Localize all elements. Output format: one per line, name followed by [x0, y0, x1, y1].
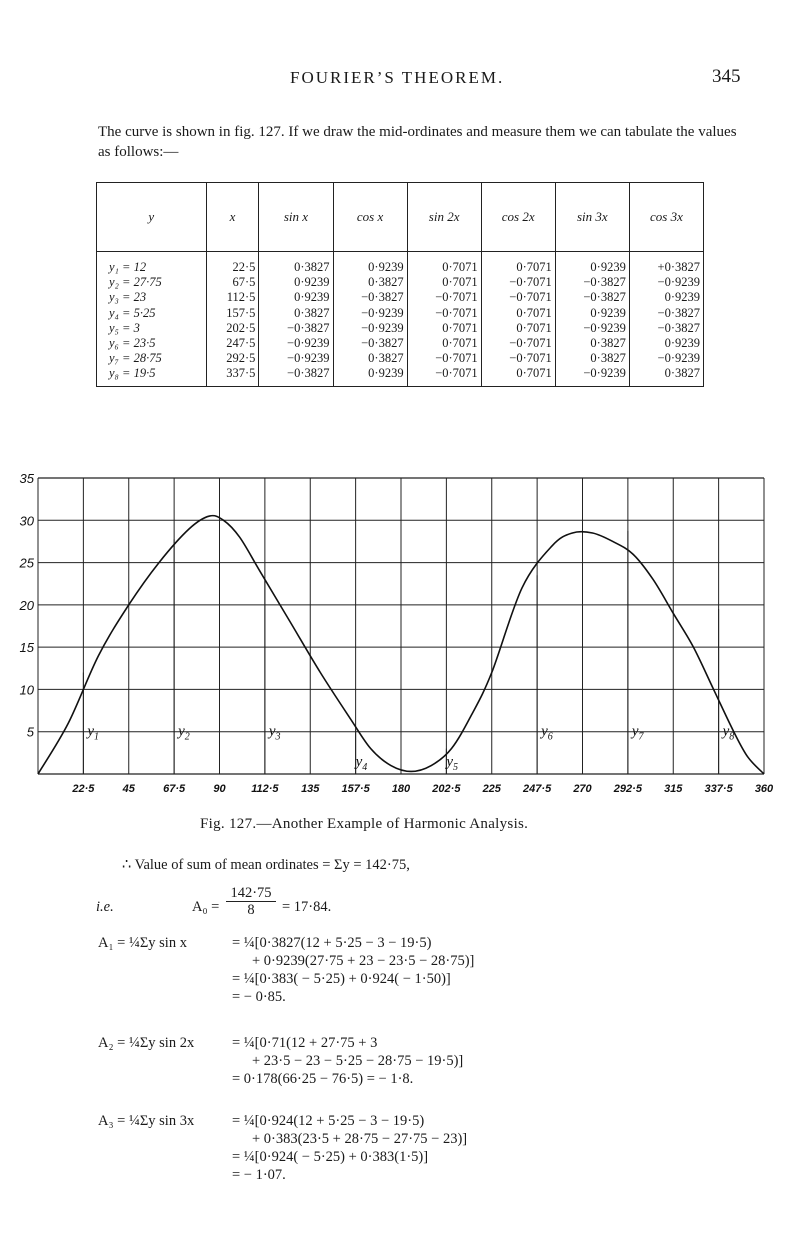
table-cell: 0·9239 [259, 290, 333, 305]
y-tick-label: 5 [26, 724, 34, 740]
harmonic-curve-chart [19, 470, 774, 800]
figure-caption: Fig. 127.—Another Example of Harmonic Analysis. [200, 816, 529, 832]
table-cell: −0·9239 [555, 321, 629, 336]
table-cell: −0·3827 [629, 306, 703, 321]
ordinate-letter: y [446, 754, 454, 770]
table-row [97, 275, 704, 290]
table-row [97, 321, 704, 336]
table-cell: 0·7071 [407, 336, 481, 351]
ordinate-subscript: 1 [94, 731, 100, 743]
table-row [97, 252, 704, 276]
table-row [97, 306, 704, 321]
ordinate-subscript: 3 [275, 731, 281, 743]
ordinate-label [267, 724, 281, 743]
y-tick-label: 20 [19, 597, 34, 613]
x-tick-label: 22·5 [72, 783, 95, 795]
ordinate-letter: y [178, 723, 185, 740]
x-tick-label: 135 [301, 783, 320, 795]
table-cell: −0·9239 [259, 351, 333, 366]
table-cell: −0·3827 [259, 321, 333, 336]
a3-line-3: = ¼[0·924( − 5·25) + 0·383(1·5)] [232, 1149, 429, 1165]
table-row [97, 366, 704, 386]
table-cell: 67·5 [206, 275, 259, 290]
table-cell: 0·7071 [407, 275, 481, 290]
x-tick-label: 337·5 [704, 783, 733, 795]
table-cell: 0·9239 [629, 336, 703, 351]
table-cell: 0·3827 [333, 351, 407, 366]
table-cell: 22·5 [206, 252, 259, 276]
ordinate-letter: y [631, 723, 639, 740]
ordinate-label [539, 724, 553, 743]
a3-line-1: = ¼[0·924(12 + 5·25 − 3 − 19·5) [232, 1113, 425, 1129]
a0-denominator: 8 [247, 902, 255, 918]
y-tick-label: 15 [19, 640, 34, 656]
a1-line-4: = − 0·85. [232, 989, 286, 1005]
table-cell: +0·3827 [629, 252, 703, 276]
table-cell: −0·3827 [555, 275, 629, 290]
a1-line-2: + 0·9239(27·75 + 23 − 23·5 − 28·75)] [252, 953, 475, 969]
table-cell: −0·9239 [629, 275, 703, 290]
table-cell: 0·3827 [259, 306, 333, 321]
x-tick-label: 45 [122, 783, 135, 795]
table-cell: −0·7071 [481, 336, 555, 351]
table-cell: −0·3827 [333, 290, 407, 305]
table-cell: y₄ = 5·25 [97, 306, 207, 321]
column-header: sin 2x [407, 183, 481, 252]
sum-line: ∴ Value of sum of mean ordinates = Σy = 142·75, [122, 857, 410, 873]
table-cell: −0·9239 [629, 351, 703, 366]
table-cell: 337·5 [206, 366, 259, 386]
table-cell: 0·7071 [481, 252, 555, 276]
table-cell: 157·5 [206, 306, 259, 321]
y-tick-label: 30 [19, 513, 34, 529]
a0-rhs: = 17·84. [282, 899, 332, 915]
ordinate-subscript: 8 [729, 731, 735, 743]
table-cell: −0·3827 [555, 290, 629, 305]
column-header: cos 2x [481, 183, 555, 252]
a2-line-3: = 0·178(66·25 − 76·5) = − 1·8. [232, 1071, 414, 1087]
x-tick-label: 112·5 [251, 783, 279, 795]
column-header: x [206, 183, 259, 252]
table-cell: y₆ = 23·5 [97, 336, 207, 351]
a2-line-2: + 23·5 − 23 − 5·25 − 28·75 − 19·5)] [252, 1053, 464, 1069]
table-cell: 0·7071 [481, 306, 555, 321]
x-tick-label: 315 [664, 783, 683, 795]
table-cell: −0·7071 [407, 366, 481, 386]
table-cell: 0·7071 [481, 321, 555, 336]
table-cell: y₇ = 28·75 [97, 351, 207, 366]
x-tick-label: 90 [213, 783, 226, 795]
table-cell: 0·9239 [629, 290, 703, 305]
y-tick-label: 25 [19, 555, 34, 571]
table-header-row [97, 183, 704, 252]
table-cell: y₁ = 12 [97, 252, 207, 276]
x-tick-label: 225 [482, 783, 501, 795]
table-cell: 292·5 [206, 351, 259, 366]
column-header: y [97, 183, 207, 252]
table-cell: −0·7071 [407, 306, 481, 321]
table-cell: −0·7071 [481, 290, 555, 305]
table-cell: −0·9239 [259, 336, 333, 351]
x-tick-label: 360 [754, 783, 774, 795]
y-tick-label: 10 [19, 682, 34, 698]
table-cell: −0·7071 [481, 351, 555, 366]
table-cell: 0·9239 [333, 366, 407, 386]
a3-line-2: + 0·383(23·5 + 28·75 − 27·75 − 23)] [252, 1131, 468, 1147]
table-cell: 0·3827 [555, 336, 629, 351]
ordinate-subscript: 7 [638, 731, 644, 743]
ordinate-subscript: 4 [362, 762, 368, 773]
table-cell: y₅ = 3 [97, 321, 207, 336]
x-tick-label: 270 [573, 783, 592, 795]
x-tick-label: 202·5 [432, 783, 461, 795]
table-row [97, 336, 704, 351]
column-header: cos x [333, 183, 407, 252]
table-cell: 0·3827 [629, 366, 703, 386]
table-cell: y₃ = 23 [97, 290, 207, 305]
ordinate-label [630, 724, 645, 743]
table-cell: −0·7071 [481, 275, 555, 290]
x-tick-label: 247·5 [523, 783, 552, 795]
a3-lhs: A₃ = ¼Σy sin 3x [98, 1113, 195, 1129]
column-header: sin x [259, 183, 333, 252]
table-cell: −0·9239 [333, 321, 407, 336]
table-cell: −0·3827 [629, 321, 703, 336]
intro-paragraph: The curve is shown in fig. 127. If we draw the mid-ordinates and measure them we can tabulate the values as follows:— [98, 124, 737, 160]
page-number: 345 [712, 66, 741, 87]
x-tick-label: 292·5 [613, 783, 642, 795]
a2-lhs: A₂ = ¼Σy sin 2x [98, 1035, 195, 1051]
table-cell: 0·7071 [481, 366, 555, 386]
table-cell: 0·3827 [555, 351, 629, 366]
table-body [97, 252, 704, 387]
a1-line-3: = ¼[0·383( − 5·25) + 0·924( − 1·50)] [232, 971, 451, 987]
ordinate-label [85, 724, 99, 743]
table-cell: 0·9239 [555, 306, 629, 321]
table-cell: −0·7071 [407, 290, 481, 305]
values-table [96, 182, 704, 387]
table-cell: 112·5 [206, 290, 259, 305]
table-cell: −0·3827 [259, 366, 333, 386]
a0-numerator: 142·75 [226, 886, 276, 902]
x-tick-label: 67·5 [163, 783, 186, 795]
ordinate-label [721, 724, 735, 743]
table-cell: 0·7071 [407, 252, 481, 276]
table-row [97, 290, 704, 305]
ordinate-letter: y [355, 754, 363, 770]
table-cell: −0·7071 [407, 351, 481, 366]
table-cell: 0·7071 [407, 321, 481, 336]
ordinate-letter: y [87, 723, 95, 740]
table-cell: 0·9239 [555, 252, 629, 276]
table-cell: 247·5 [206, 336, 259, 351]
a2-line-1: = ¼[0·71(12 + 27·75 + 3 [232, 1035, 378, 1051]
table-cell: 0·3827 [333, 275, 407, 290]
a1-lhs: A₁ = ¼Σy sin x [98, 935, 187, 951]
ordinate-letter: y [541, 723, 548, 740]
table-cell: 202·5 [206, 321, 259, 336]
ordinate-subscript: 5 [453, 762, 459, 773]
column-header: cos 3x [629, 183, 703, 252]
ordinate-subscript: 2 [184, 731, 190, 743]
table-cell: −0·3827 [333, 336, 407, 351]
y-tick-label: 35 [19, 471, 34, 486]
a1-line-1: = ¼[0·3827(12 + 5·25 − 3 − 19·5) [232, 935, 432, 951]
table-row [97, 351, 704, 366]
x-tick-label: 157·5 [341, 783, 370, 795]
a3-line-4: = − 1·07. [232, 1167, 286, 1183]
table-cell: 0·9239 [259, 275, 333, 290]
a0-lhs: A₀ = [192, 899, 220, 915]
ordinate-label [176, 724, 190, 743]
ie-label: i.e. [96, 899, 114, 915]
ordinate-letter: y [722, 723, 730, 740]
ordinate-letter: y [268, 723, 276, 740]
column-header: sin 3x [555, 183, 629, 252]
table-cell: y₂ = 27·75 [97, 275, 207, 290]
ordinate-subscript: 6 [547, 731, 553, 743]
table-cell: −0·9239 [333, 306, 407, 321]
running-header-title: FOURIER’S THEOREM. [290, 68, 505, 87]
table-cell: −0·9239 [555, 366, 629, 386]
x-tick-label: 180 [391, 783, 411, 795]
table-cell: y₈ = 19·5 [97, 366, 207, 386]
table-cell: 0·3827 [259, 252, 333, 276]
table-cell: 0·9239 [333, 252, 407, 276]
